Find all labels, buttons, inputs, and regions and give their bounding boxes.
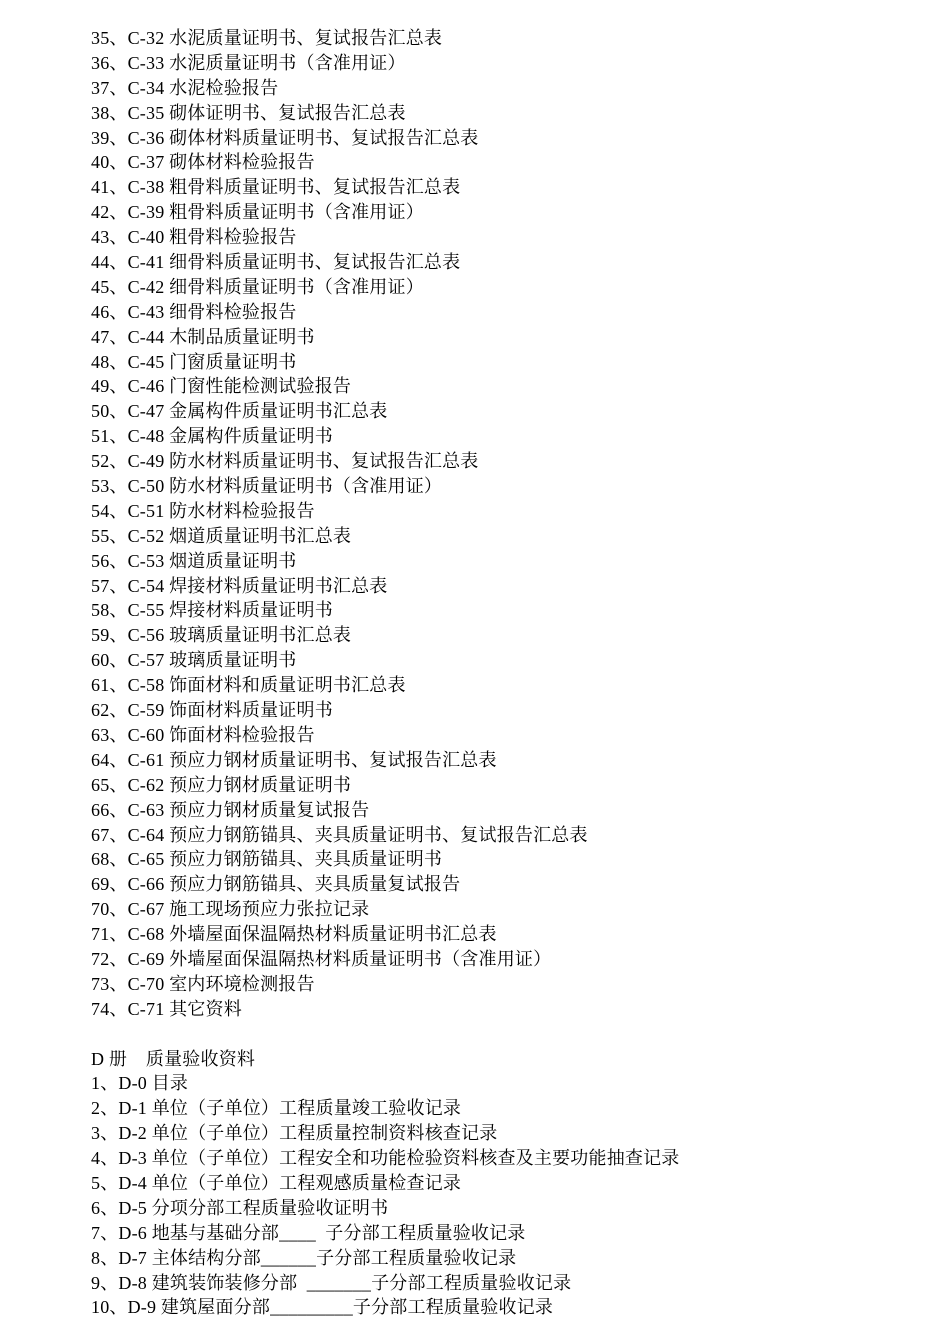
list-item: 73、C-70 室内环境检测报告 <box>91 973 315 994</box>
list-item: 36、C-33 水泥质量证明书（含准用证） <box>91 52 406 73</box>
d-volume-list <box>91 1071 921 1320</box>
list-item: 44、C-41 细骨料质量证明书、复试报告汇总表 <box>91 252 461 273</box>
list-item: 49、C-46 门窗性能检测试验报告 <box>91 376 352 397</box>
document-page <box>91 26 921 1320</box>
list-item: 52、C-49 防水材料质量证明书、复试报告汇总表 <box>91 451 479 472</box>
list-item: 69、C-66 预应力钢筋锚具、夹具质量复试报告 <box>91 874 461 895</box>
list-item: 67、C-64 预应力钢筋锚具、夹具质量证明书、复试报告汇总表 <box>91 824 588 845</box>
list-item: 65、C-62 预应力钢材质量证明书 <box>91 774 352 795</box>
list-item: 8、D-7 主体结构分部______子分部工程质量验收记录 <box>91 1247 517 1268</box>
list-item: 9、D-8 建筑装饰装修分部 _______子分部工程质量验收记录 <box>91 1272 572 1293</box>
list-item: 46、C-43 细骨料检验报告 <box>91 301 297 322</box>
list-item: 61、C-58 饰面材料和质量证明书汇总表 <box>91 675 406 696</box>
list-item: 74、C-71 其它资料 <box>91 998 242 1019</box>
list-item: 39、C-36 砌体材料质量证明书、复试报告汇总表 <box>91 127 479 148</box>
list-item: 45、C-42 细骨料质量证明书（含准用证） <box>91 276 424 297</box>
list-item: 66、C-63 预应力钢材质量复试报告 <box>91 799 370 820</box>
list-item: 41、C-38 粗骨料质量证明书、复试报告汇总表 <box>91 177 461 198</box>
list-item: 10、D-9 建筑屋面分部_________子分部工程质量验收记录 <box>91 1297 554 1318</box>
list-item: 72、C-69 外墙屋面保温隔热材料质量证明书（含准用证） <box>91 948 552 969</box>
list-item: 48、C-45 门窗质量证明书 <box>91 351 297 372</box>
list-item: 58、C-55 焊接材料质量证明书 <box>91 600 333 621</box>
list-item: 42、C-39 粗骨料质量证明书（含准用证） <box>91 202 424 223</box>
list-item: 51、C-48 金属构件质量证明书 <box>91 426 333 447</box>
list-item: 7、D-6 地基与基础分部____ 子分部工程质量验收记录 <box>91 1222 526 1243</box>
list-item: 68、C-65 预应力钢筋锚具、夹具质量证明书 <box>91 849 443 870</box>
list-item: 70、C-67 施工现场预应力张拉记录 <box>91 899 370 920</box>
section-gap <box>91 1022 921 1047</box>
list-item: 47、C-44 木制品质量证明书 <box>91 326 315 347</box>
list-item: 63、C-60 饰面材料检验报告 <box>91 724 315 745</box>
list-item: 55、C-52 烟道质量证明书汇总表 <box>91 525 352 546</box>
list-item: 3、D-2 单位（子单位）工程质量控制资料核查记录 <box>91 1123 498 1144</box>
d-volume-heading: D 册 质量验收资料 <box>91 1048 256 1069</box>
list-item: 62、C-59 饰面材料质量证明书 <box>91 700 333 721</box>
list-item: 59、C-56 玻璃质量证明书汇总表 <box>91 625 352 646</box>
list-item: 38、C-35 砌体证明书、复试报告汇总表 <box>91 102 406 123</box>
list-item: 35、C-32 水泥质量证明书、复试报告汇总表 <box>91 28 443 48</box>
list-item: 5、D-4 单位（子单位）工程观感质量检查记录 <box>91 1172 462 1193</box>
list-item: 71、C-68 外墙屋面保温隔热材料质量证明书汇总表 <box>91 924 497 945</box>
list-item: 60、C-57 玻璃质量证明书 <box>91 650 297 671</box>
list-item: 4、D-3 单位（子单位）工程安全和功能检验资料核查及主要功能抽查记录 <box>91 1148 680 1169</box>
list-item: 43、C-40 粗骨料检验报告 <box>91 227 297 248</box>
list-item: 1、D-0 目录 <box>91 1073 189 1094</box>
list-item: 64、C-61 预应力钢材质量证明书、复试报告汇总表 <box>91 749 497 770</box>
c-volume-list <box>91 26 921 1022</box>
list-item: 54、C-51 防水材料检验报告 <box>91 500 315 521</box>
list-item: 40、C-37 砌体材料检验报告 <box>91 152 315 173</box>
list-item: 57、C-54 焊接材料质量证明书汇总表 <box>91 575 388 596</box>
list-item: 2、D-1 单位（子单位）工程质量竣工验收记录 <box>91 1098 462 1119</box>
list-item: 56、C-53 烟道质量证明书 <box>91 550 297 571</box>
list-item: 6、D-5 分项分部工程质量验收证明书 <box>91 1197 389 1218</box>
list-item: 53、C-50 防水材料质量证明书（含准用证） <box>91 476 443 497</box>
list-item: 50、C-47 金属构件质量证明书汇总表 <box>91 401 388 422</box>
list-item: 37、C-34 水泥检验报告 <box>91 77 279 98</box>
